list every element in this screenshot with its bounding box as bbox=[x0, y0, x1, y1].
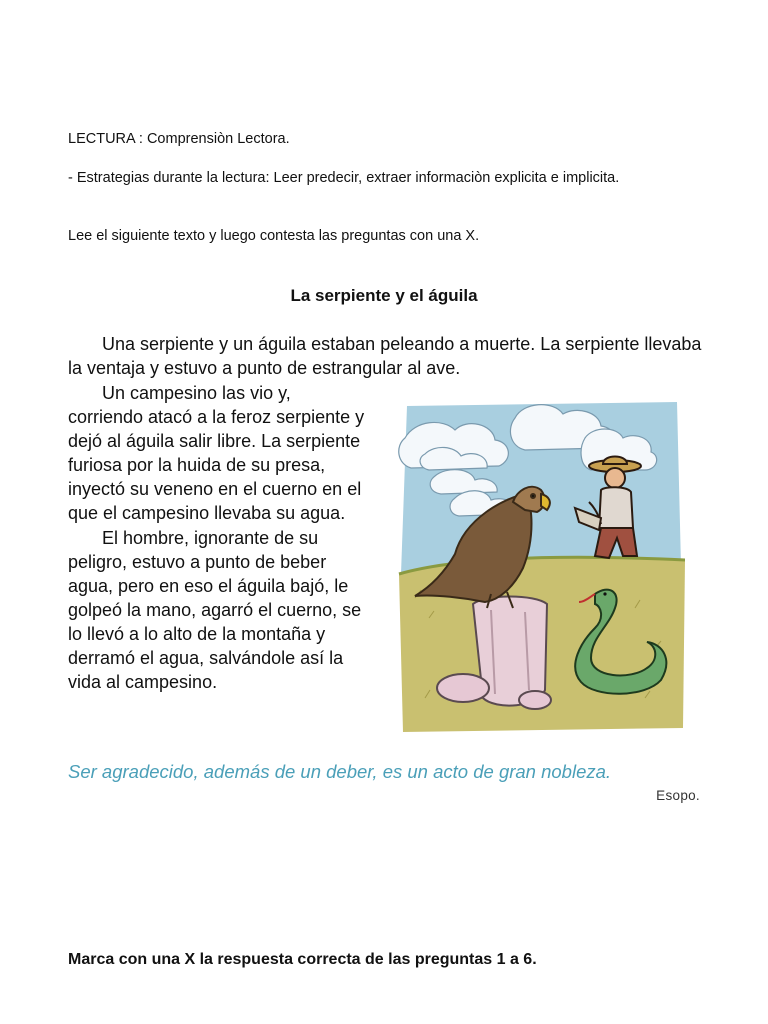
paragraph-2-text: Un campesino las vio y, corriendo atacó a la feroz serpiente y dejó al águila salir libre. La serpiente furiosa por la huida de su presa, inyectó su veneno en el cuerno en el que el campesino llevaba su agua. bbox=[68, 383, 365, 524]
story-paragraph-1 bbox=[68, 333, 708, 380]
story-title: La serpiente y el águila bbox=[290, 286, 478, 305]
story-column bbox=[68, 381, 368, 694]
estrategias-text: - Estrategias durante la lectura: Leer predecir, extraer informaciòn explicita e implicita. bbox=[68, 170, 620, 186]
paragraph-3-text: El hombre, ignorante de su peligro, estuvo a punto de beber agua, pero en eso el águila bajó, le golpeó la mano, agarró el cuerno, se lo llevó a lo alto de la montaña y derramó el agua, salvándole así la vida al campesino. bbox=[68, 527, 362, 693]
story-paragraph-2 bbox=[68, 381, 368, 526]
story-author: Esopo. bbox=[656, 788, 700, 803]
paragraph-1-text: Una serpiente y un águila estaban peleando a muerte. La serpiente llevaba la ventaja y estuvo a punto de estrangular al ave. bbox=[68, 334, 702, 378]
questions-instruction: Marca con una X la respuesta correcta de las preguntas 1 a 6. bbox=[68, 951, 537, 968]
eagle-snake-farmer-illustration bbox=[395, 398, 685, 736]
instruction-text: Lee el siguiente texto y luego contesta las preguntas con una X. bbox=[68, 228, 480, 244]
story-moral: Ser agradecido, además de un deber, es un acto de gran nobleza. bbox=[68, 761, 612, 782]
story-paragraph-3 bbox=[68, 526, 368, 695]
lectura-heading: LECTURA : Comprensiòn Lectora. bbox=[68, 131, 290, 147]
